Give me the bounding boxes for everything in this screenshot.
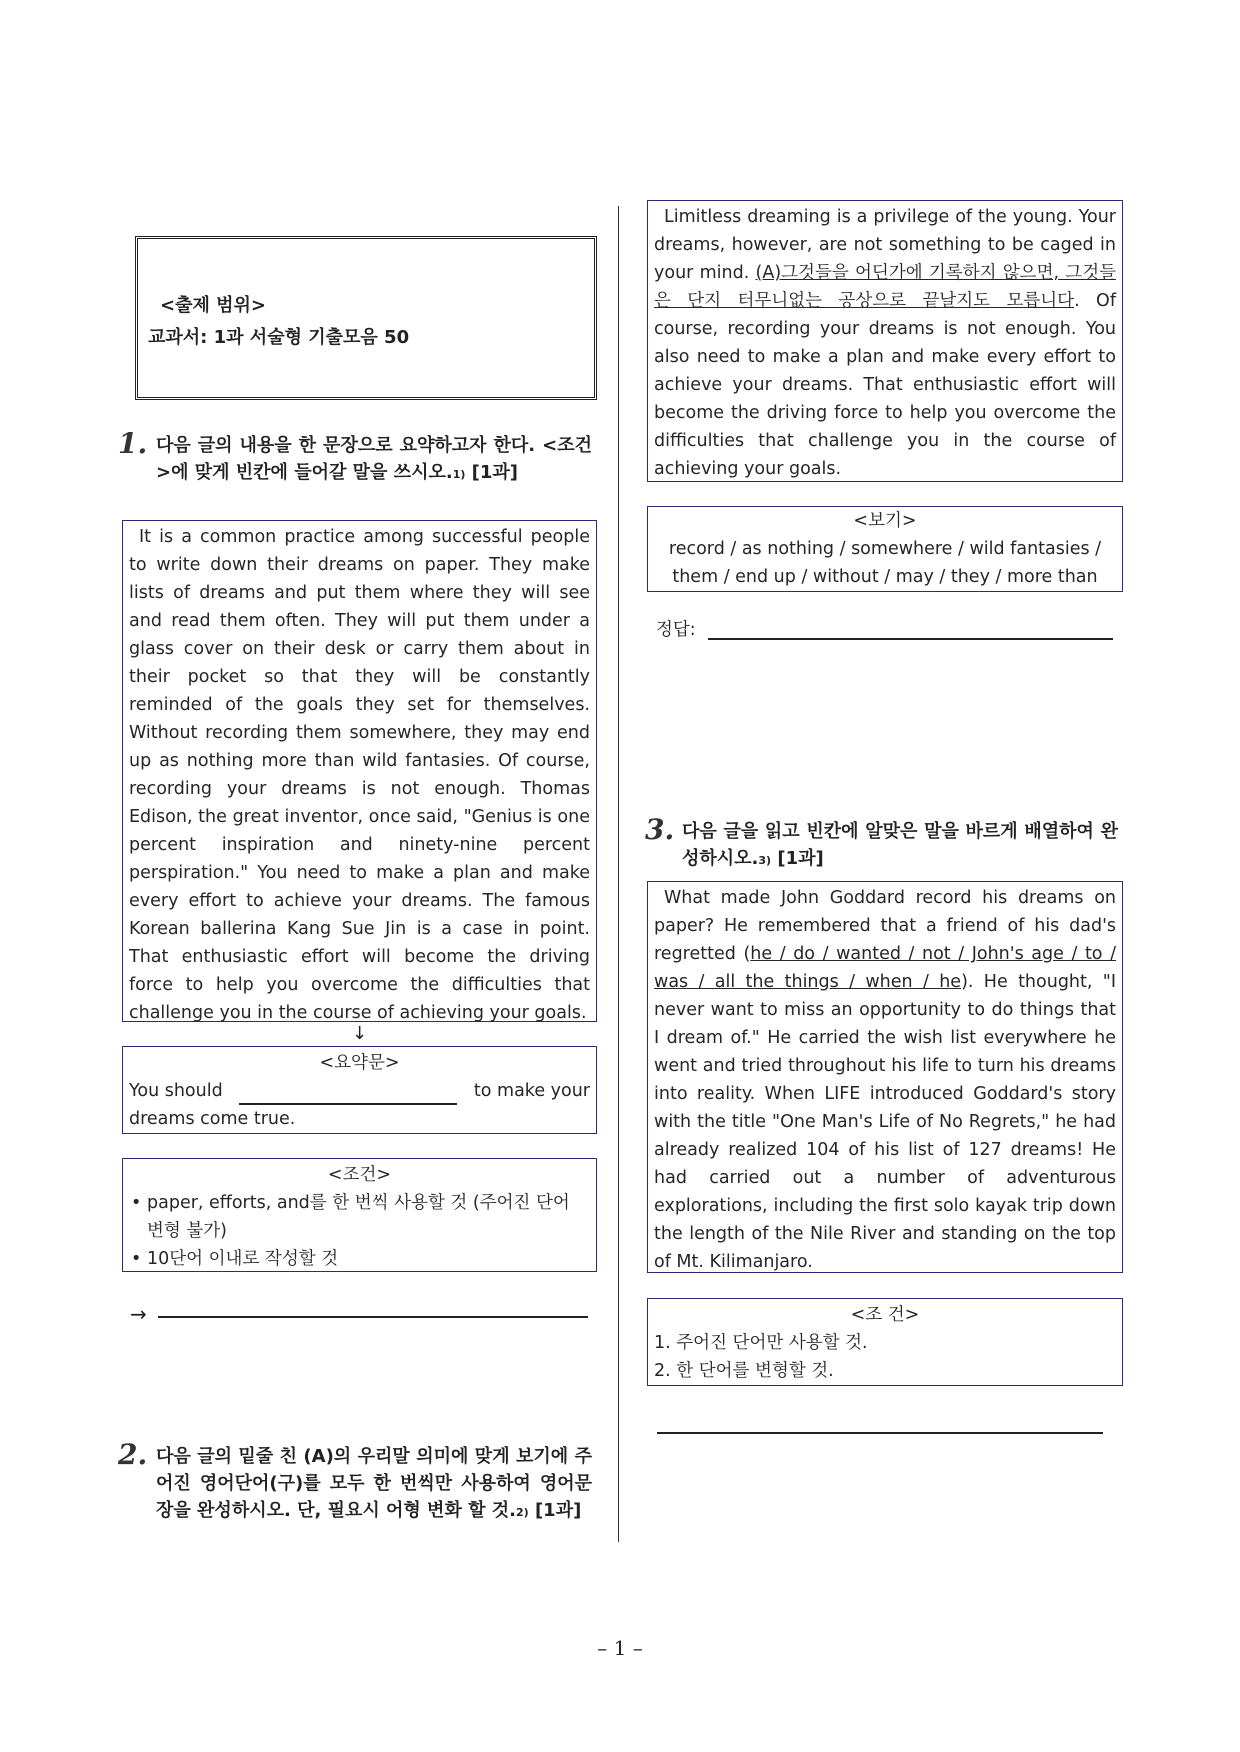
question-2-footnote: 2) [515,1506,529,1519]
q3-passage-part2: ). He thought, "I never want to miss an opportunity to do things that I dream of." He carried the wish list everywhere he went and tried throughout his life to turn his dreams into reality. When LIFE introduced Goddard's story with the title "One Man's Life of No Regrets," he had already realized 104 of his list of 127 dreams! He had carried out a number of adventurous explorations, including the first solo kayak trip down the length of the Nile River and standing on the top of Mt. Kilimanjaro. [654,972,1117,1272]
condition-text: 10단어 이내로 작성할 것 [147,1249,339,1269]
q3-passage-underlined: he / do / wanted / not / John's age / to / was / all the things / when / he [654,944,1116,992]
answer-line-3[interactable] [657,1432,1103,1434]
question-3-passage [654,884,1116,1276]
answer-label-2: 정답: [656,620,696,640]
summary-before: You should [129,1081,223,1101]
summary-sentence [129,1077,590,1105]
bogi-line1: record / as nothing / somewhere / wild fantasies / [668,539,1102,559]
summary-blank[interactable] [239,1083,457,1105]
question-1-footnote: 1) [452,468,466,481]
condition-text: paper, efforts, and를 한 번씩 사용할 것 (주어진 단어 변형 불가) [147,1193,570,1241]
conditions-title-1: <조건> [327,1165,392,1185]
answer-line-2[interactable] [708,638,1113,640]
bogi-title: <보기> [853,511,917,531]
answer-line-1[interactable] [158,1316,588,1318]
page-number: – 1 – [597,1636,643,1660]
condition-3-2: 2. 한 단어를 변형할 것. [654,1361,834,1381]
summary-title: <요약문> [319,1053,400,1073]
header-title: <출제 범위> [160,295,266,316]
question-3-text: 다음 글을 읽고 빈칸에 알맞은 말을 바르게 배열하여 완성하시오. [682,821,1118,869]
question-3-number: 3. [645,813,675,846]
conditions-box-3 [647,1298,1123,1386]
condition-1-2 [129,1245,590,1273]
summary-line2: dreams come true. [129,1109,296,1129]
question-1-passage-box [122,520,597,1022]
bogi-box [647,506,1123,592]
question-2-tag: [1과] [534,1500,582,1521]
question-2-number: 2. [118,1438,148,1471]
question-2-text: 다음 글의 밑줄 친 (A)의 우리말 의미에 맞게 보기에 주어진 영어단어(구)를 모두 한 번씩만 사용하여 영어문장을 완성하시오. 단, 필요시 어형 변화 할 것. [156,1446,592,1521]
condition-1-1 [129,1189,590,1245]
conditions-title-3: <조 건> [850,1305,920,1325]
question-1-tag: [1과] [471,462,519,483]
q2-passage-part1: Limitless dreaming is a privilege of the young. Your dreams, however, are not something to be caged in your mind. [654,207,1116,283]
bogi-line2: them / end up / without / may / they / more than [672,567,1098,587]
q2-passage-part2: . Of course, recording your dreams is not enough. You also need to make a plan and make every effort to achieve your dreams. That enthusiastic effort will become the driving force to help you overcome the difficulties that challenge you in the course of achieving your goals. [654,291,1116,479]
question-3-instruction [682,818,1118,872]
condition-3-1: 1. 주어진 단어만 사용할 것. [654,1333,868,1353]
q2-passage-underlined: (A)그것들을 어딘가에 기록하지 않으면, 그것들은 단지 터무니없는 공상으로 끝날지도 모릅니다 [654,263,1116,311]
q3-passage-part1: What made John Goddard record his dreams on paper? He remembered that a friend of his dad's regretted ( [654,888,1116,964]
bullet: • [131,1193,142,1213]
question-1-number: 1. [118,427,148,460]
answer-arrow-1: → [130,1302,147,1326]
question-1-text: 다음 글의 내용을 한 문장으로 요약하고자 한다. <조건>에 맞게 빈칸에 들어갈 말을 쓰시오. [156,435,592,483]
header-subtitle: 교과서: 1과 서술형 기출모음 50 [148,327,410,348]
column-divider [618,206,619,1542]
question-1-passage: It is a common practice among successful people to write down their dreams on paper. They make lists of dreams and put them where they will see and read them often. They will put them under a glass cover on their desk or carry them about in their pocket so that they will be constantly reminded of the goals they set for themselves. Without recording them somewhere, they may end up as nothing more than wild fantasies. Of course, recording your dreams is not enough. Thomas Edison, the great inventor, once said, "Genius is one percent inspiration and ninety-nine percent perspiration." You need to make a plan and make every effort to achieve your dreams. The famous Korean ballerina Kang Sue Jin is a case in point. That enthusiastic effort will become the driving force to help you overcome the difficulties that challenge you in the course of achieving your goals. [129,527,590,1023]
arrow-down: ↓ [351,1023,368,1044]
question-2-instruction [156,1443,592,1524]
header-box [135,236,597,400]
question-2-passage [654,203,1116,483]
question-3-passage-box [647,881,1123,1273]
summary-box [122,1046,597,1134]
summary-after: to make your [473,1081,590,1101]
question-3-footnote: 3) [758,854,772,867]
question-3-tag: [1과] [777,848,824,869]
conditions-box-1 [122,1158,597,1272]
question-1-instruction [156,432,592,486]
bullet: • [131,1249,142,1269]
question-2-passage-box [647,200,1123,482]
